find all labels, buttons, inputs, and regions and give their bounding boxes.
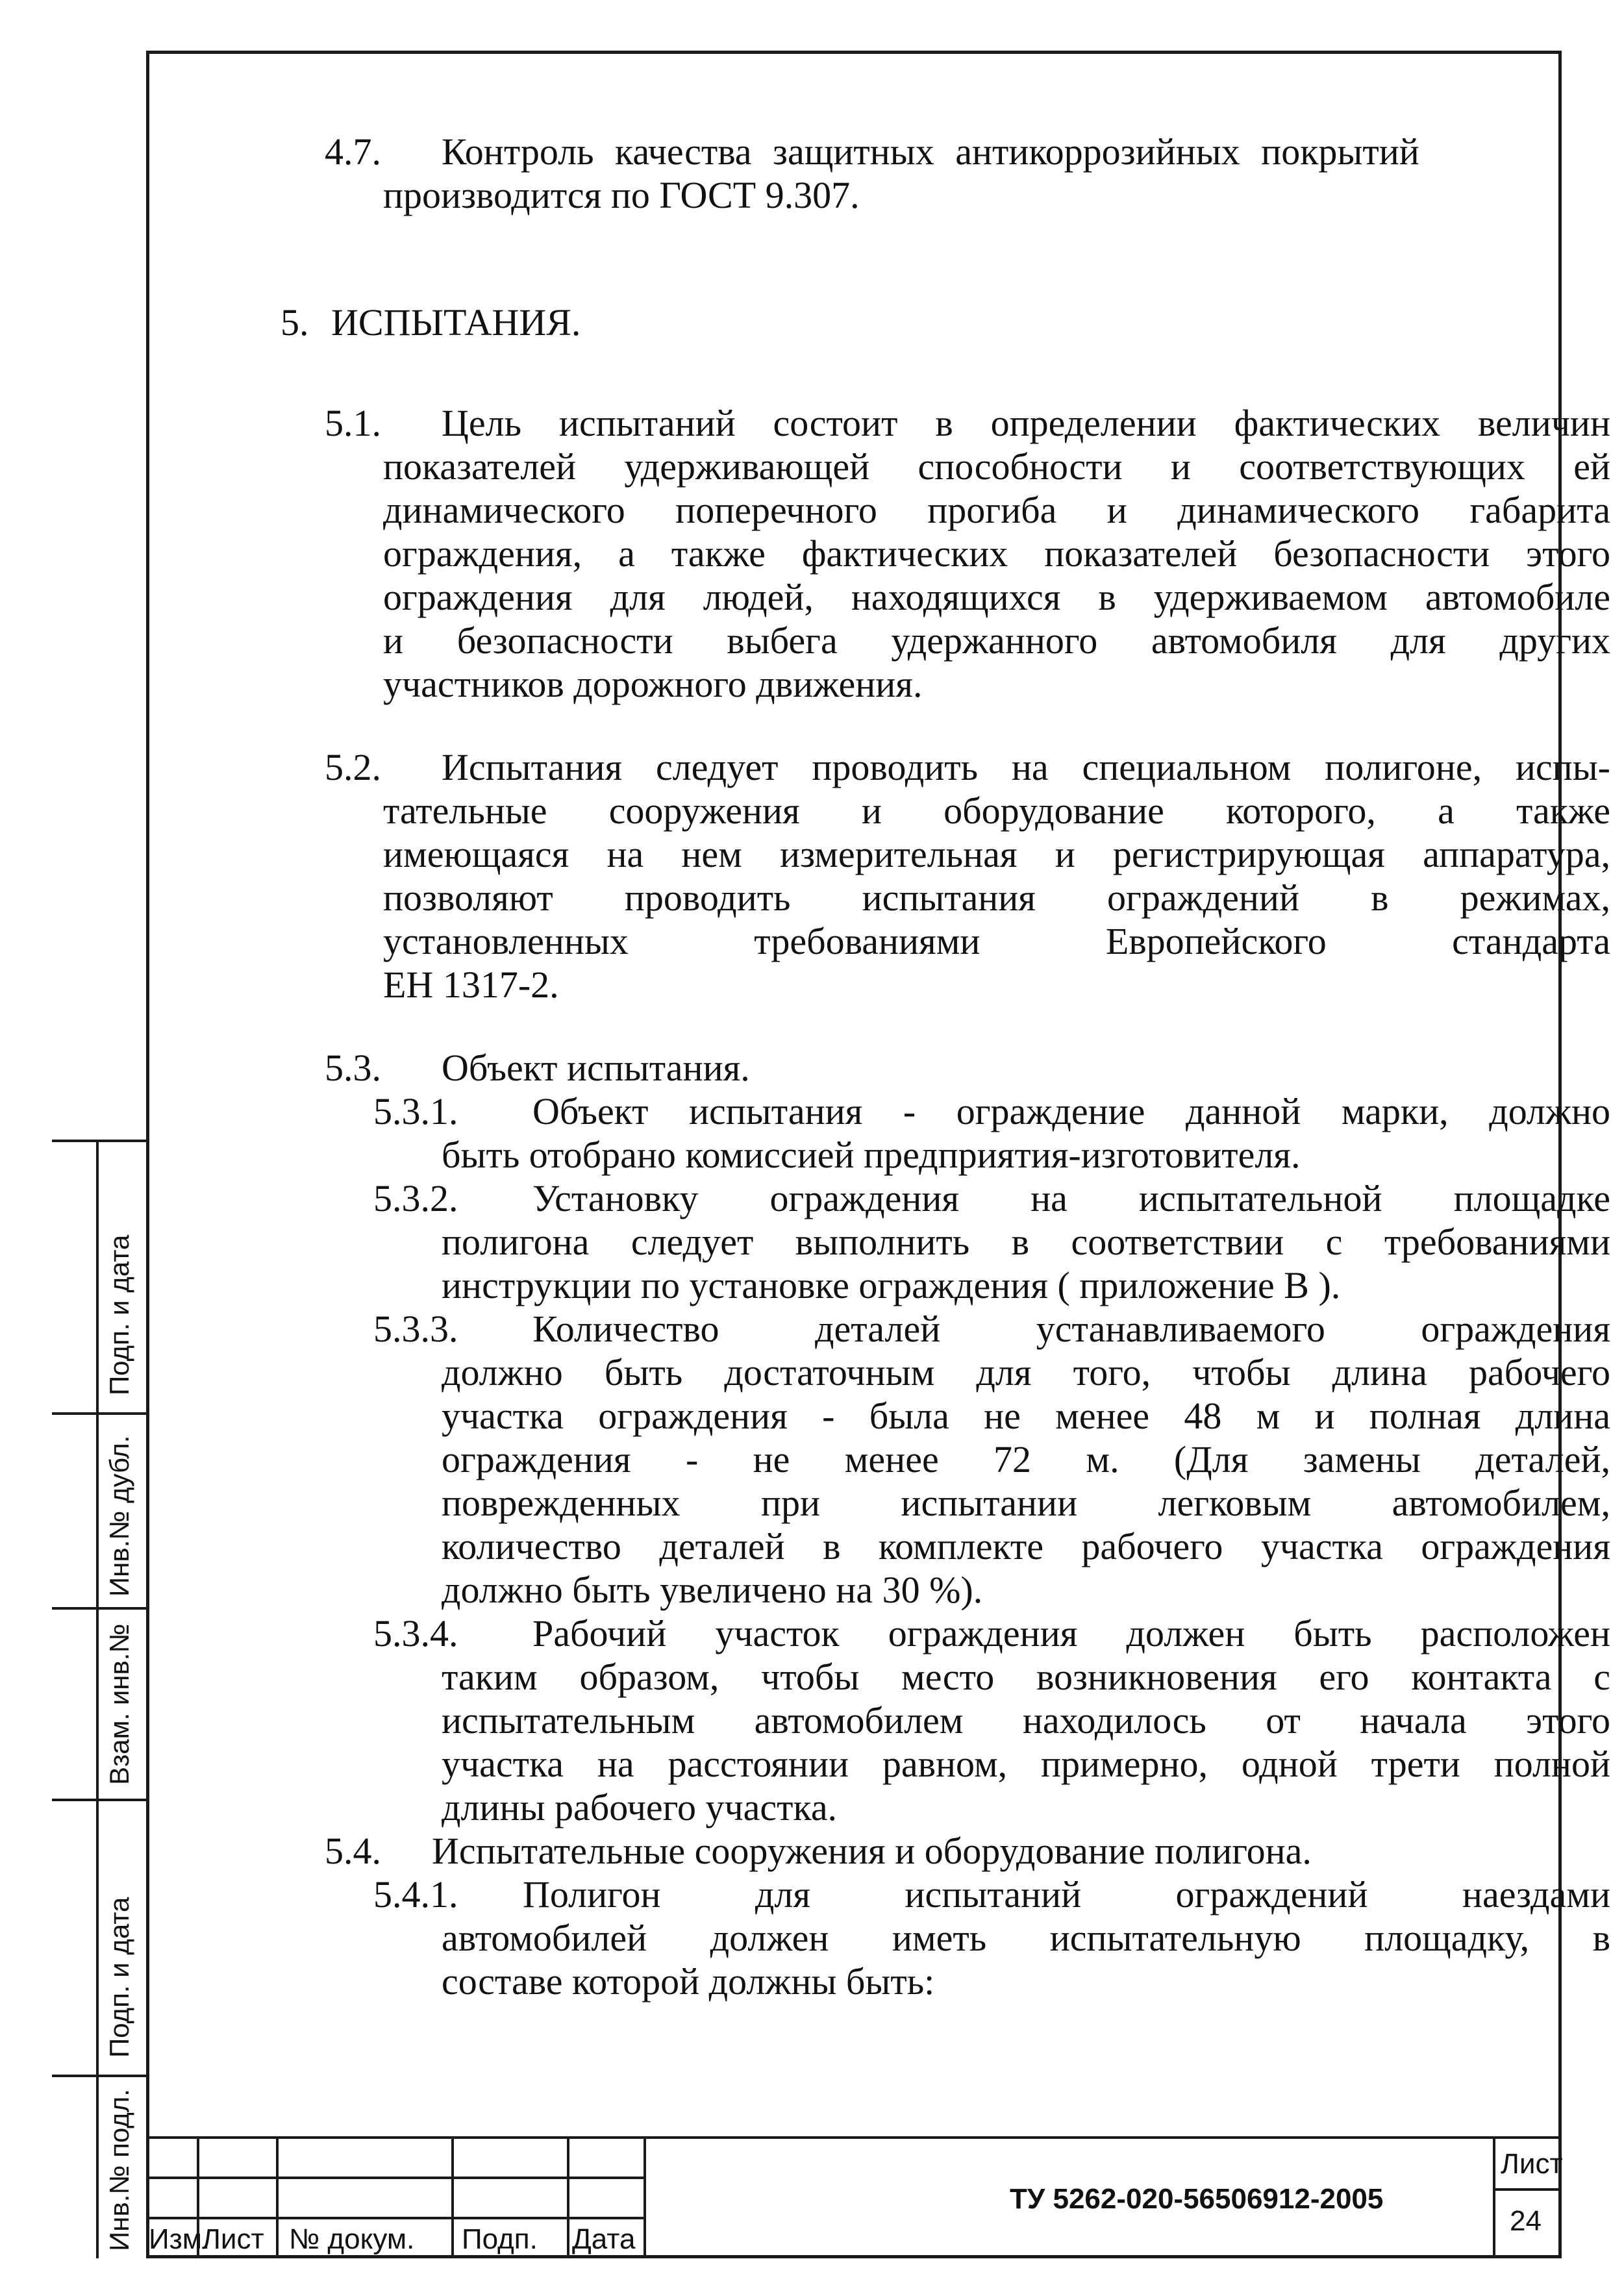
strip-cell-inv-dubl <box>52 1412 146 1607</box>
strip-cell-vzam-inv <box>52 1607 146 1799</box>
text-line: позволяют проводить испытания ограждений в режимах, <box>383 877 1610 919</box>
text-line: Рабочий участок ограждения должен быть расположен <box>532 1612 1610 1654</box>
text-line: инструкции по установке ограждения ( приложение В ). <box>442 1264 1341 1306</box>
section-5-number: 5. <box>281 301 309 343</box>
section-5-3-3-number: 5.3.3. <box>373 1308 458 1350</box>
text-line: количество деталей в комплекте рабочего участка ограждения <box>442 1525 1610 1567</box>
section-5-3-4-number: 5.3.4. <box>373 1612 458 1654</box>
tb-col-podp: Подп. <box>462 2223 538 2255</box>
strip-label: Инв.№ дубл. <box>104 1435 134 1597</box>
text-line: и безопасности выбега удержанного автомобиля для других <box>383 619 1610 662</box>
text-line: длины рабочего участка. <box>442 1786 838 1828</box>
text-line: Количество деталей устанавливаемого ограждения <box>532 1308 1610 1350</box>
text-line: должно быть увеличено на 30 %). <box>442 1569 983 1611</box>
tb-line <box>146 2217 646 2219</box>
section-4-7-line: производится по ГОСТ 9.307. <box>383 174 860 216</box>
text-line: Полигон для испытаний ограждений наездами <box>523 1873 1610 1915</box>
section-4-7-number: 4.7. <box>325 131 381 173</box>
tb-line <box>1493 2136 1495 2258</box>
text-line: имеющаяся на нем измерительная и регистрирующая аппаратура, <box>383 833 1610 875</box>
tb-col-nodokum: № докум. <box>289 2223 415 2255</box>
strip-label: Подп. и дата <box>104 1234 134 1395</box>
strip-label: Взам. инв.№ <box>104 1623 134 1785</box>
text-line: участка на расстоянии равном, примерно, одной трети полной <box>442 1743 1610 1785</box>
text-line: участка ограждения - была не менее 48 м и полная длина <box>442 1395 1610 1437</box>
tb-line <box>146 2177 646 2179</box>
text-line: Объект испытания - ограждение данной марки, должно <box>532 1090 1610 1132</box>
section-5-3-number: 5.3. <box>325 1047 381 1089</box>
tb-col-izm: Изм. <box>149 2223 210 2255</box>
strip-label: Подп. и дата <box>104 1897 134 2058</box>
strip-cell-inv-podl <box>52 2075 146 2258</box>
sheet-number: 24 <box>1510 2205 1542 2237</box>
section-5-3-1-number: 5.3.1. <box>373 1090 458 1132</box>
strip-cell-podp-data-1 <box>52 1140 146 1412</box>
text-line: испытательным автомобилем находилось от начала этого <box>442 1699 1610 1741</box>
tb-line <box>1495 2188 1562 2191</box>
text-line: Установку ограждения на испытательной площадке <box>532 1177 1610 1219</box>
tb-col-list: Лист <box>202 2223 264 2255</box>
tb-line <box>567 2136 569 2258</box>
sheet-label: Лист <box>1501 2148 1563 2180</box>
text-line: ограждения, а также фактических показателей безопасности этого <box>383 532 1610 575</box>
title-block <box>146 2136 1562 2258</box>
tb-line <box>276 2136 279 2258</box>
section-5-title: ИСПЫТАНИЯ. <box>331 301 581 343</box>
strip-label: Инв.№ подл. <box>104 2089 134 2251</box>
text-line: Цель испытаний состоит в определении фактических величин <box>442 402 1610 444</box>
text-line: полигона следует выполнить в соответствии с требованиями <box>442 1221 1610 1263</box>
section-5-4-title: Испытательные сооружения и оборудование полигона. <box>432 1830 1312 1872</box>
text-line: ограждения - не менее 72 м. (Для замены деталей, <box>442 1438 1610 1480</box>
section-4-7-line: Контроль качества защитных антикоррозийных покрытий <box>442 131 1419 173</box>
text-line: участников дорожного движения. <box>383 663 923 705</box>
strip-cell-podp-data-2 <box>52 1799 146 2075</box>
text-line: таким образом, чтобы место возникновения его контакта с <box>442 1656 1610 1698</box>
section-5-4-1-number: 5.4.1. <box>373 1873 458 1915</box>
text-line: должно быть достаточным для того, чтобы длина рабочего <box>442 1351 1610 1393</box>
text-line: составе которой должны быть: <box>442 1960 935 2002</box>
text-line: автомобилей должен иметь испытательную площадку, в <box>442 1917 1610 1959</box>
tb-line <box>146 2136 1562 2139</box>
document-designation: ТУ 5262-020-56506912-2005 <box>1010 2183 1384 2215</box>
text-line: тательные сооружения и оборудование которого, а также <box>383 790 1610 832</box>
text-line: поврежденных при испытании легковым автомобилем, <box>442 1482 1610 1524</box>
text-line: показателей удерживающей способности и соответствующих ей <box>383 445 1610 488</box>
section-5-2-number: 5.2. <box>325 746 381 788</box>
text-line: Испытания следует проводить на специальном полигоне, испы- <box>442 746 1610 788</box>
tb-line <box>643 2136 646 2258</box>
text-line: быть отобрано комиссией предприятия-изготовителя. <box>442 1134 1301 1176</box>
text-line: установленных требованиями Европейского стандарта <box>383 920 1610 962</box>
section-5-4-number: 5.4. <box>325 1830 381 1872</box>
text-line: динамического поперечного прогиба и динамического габарита <box>383 489 1610 531</box>
section-5-1-number: 5.1. <box>325 402 381 444</box>
section-5-3-title: Объект испытания. <box>442 1047 750 1089</box>
section-5-3-2-number: 5.3.2. <box>373 1177 458 1219</box>
tb-col-data: Дата <box>572 2223 636 2255</box>
text-line: ЕН 1317-2. <box>383 964 559 1006</box>
text-line: ограждения для людей, находящихся в удерживаемом автомобиле <box>383 576 1610 618</box>
tb-line <box>451 2136 454 2258</box>
margin-stamp-strip <box>52 1140 146 2258</box>
